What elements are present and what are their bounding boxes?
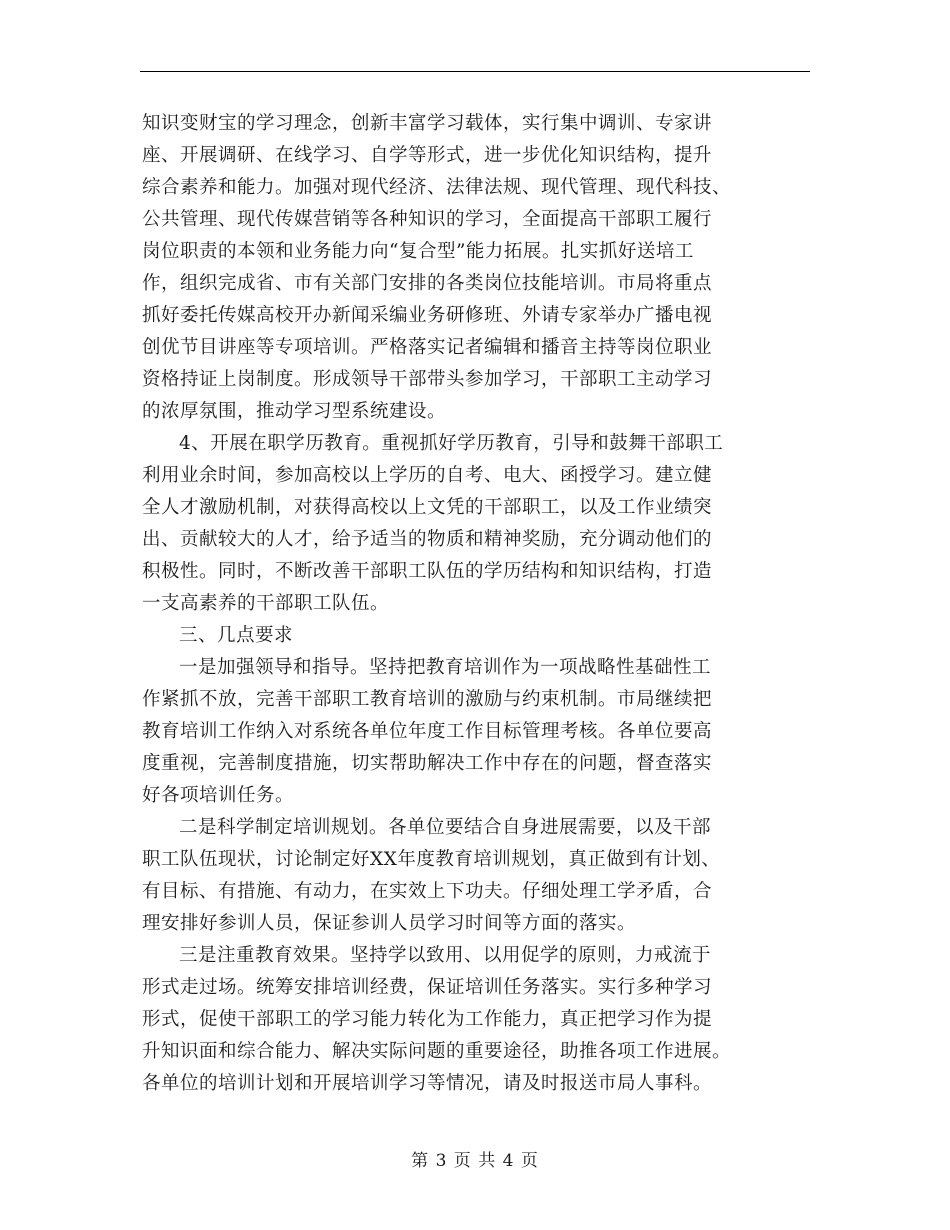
page-footer — [0, 1146, 950, 1171]
text-line: 三、几点要求 — [179, 625, 294, 646]
text-line: 抓好委托传媒高校开办新闻采编业务研修班、外请专家举办广播电视 — [142, 305, 713, 326]
text-line: 全人才激励机制，对获得高校以上文凭的干部职工，以及工作业绩突 — [142, 497, 713, 518]
text-line: 利用业余时间，参加高校以上学历的自考、电大、函授学习。建立健 — [142, 465, 713, 486]
text-line: 形式走过场。统筹安排培训经费，保证培训任务落实。实行多种学习 — [142, 977, 713, 998]
text-line: 的浓厚氛围，推动学习型系统建设。 — [142, 401, 447, 422]
text-line: 4、开展在职学历教育。重视抓好学历教育，引导和鼓舞干部职工 — [179, 433, 724, 454]
text-line: 座、开展调研、在线学习、自学等形式，进一步优化知识结构，提升 — [142, 145, 713, 166]
text-line: 教育培训工作纳入对系统各单位年度工作目标管理考核。各单位要高 — [142, 721, 713, 742]
text-line: 理安排好参训人员，保证参训人员学习时间等方面的落实。 — [142, 913, 637, 934]
text-line: 公共管理、现代传媒营销等各种知识的学习，全面提高干部职工履行 — [142, 209, 713, 230]
text-line: 出、贡献较大的人才，给予适当的物质和精神奖励，充分调动他们的 — [142, 529, 713, 550]
text-line: 积极性。同时，不断改善干部职工队伍的学历结构和知识结构，打造 — [142, 561, 713, 582]
text-line: 综合素养和能力。加强对现代经济、法律法规、现代管理、现代科技、 — [142, 177, 732, 198]
text-line: 二是科学制定培训规划。各单位要结合自身进展需要，以及干部 — [179, 817, 712, 838]
page-number-label: 第 3 页 共 4 页 — [411, 1151, 539, 1171]
text-line: 岗位职责的本领和业务能力向“复合型”能力拓展。扎实抓好送培工 — [142, 241, 694, 262]
document-body — [142, 108, 812, 1100]
text-line: 创优节目讲座等专项培训。严格落实记者编辑和播音主持等岗位职业 — [142, 337, 713, 358]
text-line: 形式，促使干部职工的学习能力转化为工作能力，真正把学习作为提 — [142, 1009, 713, 1030]
text-line: 职工队伍现状，讨论制定好XX年度教育培训规划，真正做到有计划、 — [142, 849, 721, 870]
text-line: 好各项培训任务。 — [142, 785, 295, 806]
text-line: 一支高素养的干部职工队伍。 — [142, 593, 390, 614]
text-line: 度重视，完善制度措施，切实帮助解决工作中存在的问题，督查落实 — [142, 753, 713, 774]
text-line: 资格持证上岗制度。形成领导干部带头参加学习，干部职工主动学习 — [142, 369, 713, 390]
text-line: 升知识面和综合能力、解决实际问题的重要途径，助推各项工作进展。 — [142, 1041, 732, 1062]
header-rule — [140, 71, 810, 72]
text-line: 三是注重教育效果。坚持学以致用、以用促学的原则，力戒流于 — [179, 945, 712, 966]
text-line: 一是加强领导和指导。坚持把教育培训作为一项战略性基础性工 — [179, 657, 712, 678]
text-line: 作紧抓不放，完善干部职工教育培训的激励与约束机制。市局继续把 — [142, 689, 713, 710]
text-line: 知识变财宝的学习理念，创新丰富学习载体，实行集中调训、专家讲 — [142, 113, 713, 134]
text-line: 有目标、有措施、有动力，在实效上下功夫。仔细处理工学矛盾，合 — [142, 881, 713, 902]
text-line: 作，组织完成省、市有关部门安排的各类岗位技能培训。市局将重点 — [142, 273, 713, 294]
text-line: 各单位的培训计划和开展培训学习等情况，请及时报送市局人事科。 — [142, 1073, 713, 1094]
